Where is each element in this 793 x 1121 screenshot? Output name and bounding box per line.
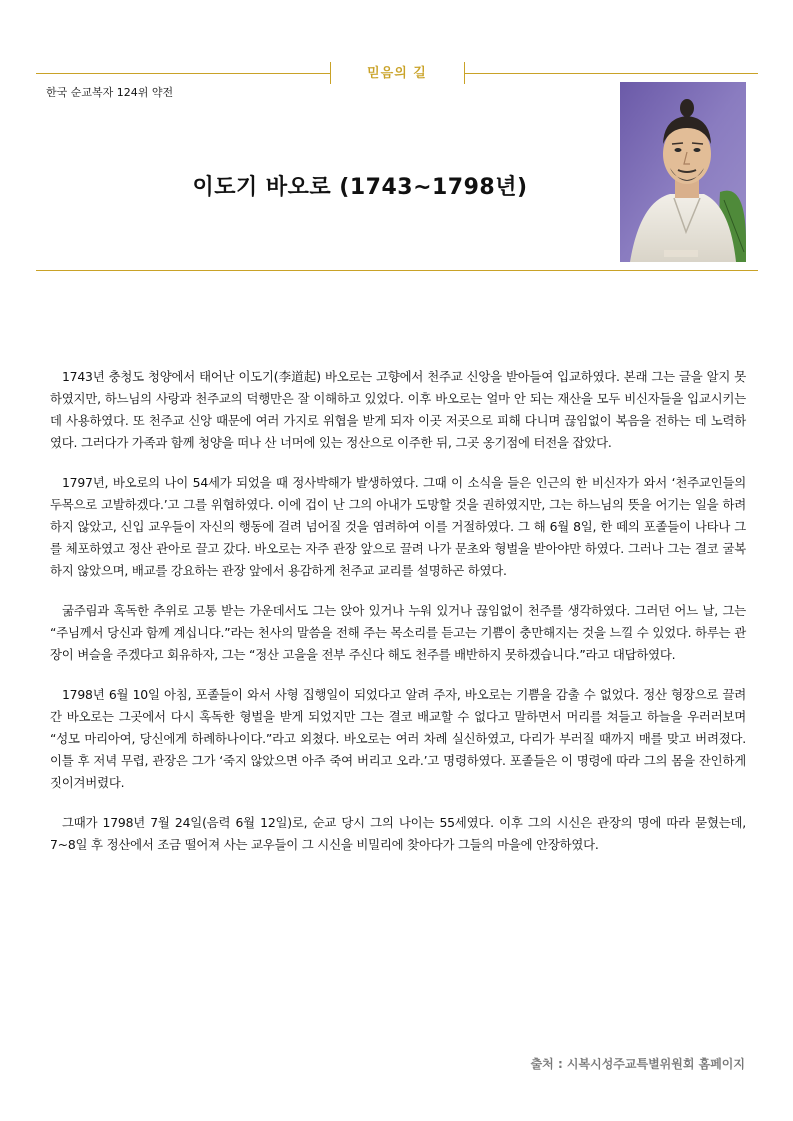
portrait-painting-icon — [620, 82, 746, 262]
header-label: 믿음의 길 — [367, 66, 427, 81]
source-credit: 출처 : 시복시성주교특별위원회 홈페이지 — [530, 1057, 745, 1071]
section-divider — [36, 270, 758, 271]
paragraph: 1743년 충청도 청양에서 태어난 이도기(李道起) 바오로는 고향에서 천주교 신앙을 받아들여 입교하였다. 본래 그는 글을 알지 못하였지만, 하느님의 사랑과 천주교의 덕행만은 잘 이해하고 있었다. 이후 바오로는 얼마 안 되는 재산을 모두 비신자들을 입교시키는 데 사용하였다. 또 천주교 신앙 때문에 여러 가지로 위협을 받게 되자 이곳 저곳으로 피해 다니며 끊임없이 복음을 전하는 데 노력하였다. 그러다가 가족과 함께 청양을 떠나 산 너머에 있는 정산으로 이주한 뒤, 그곳 옹기점에 터전을 잡았다. — [50, 369, 746, 450]
header-rule-left — [36, 73, 330, 74]
paragraph: 굶주림과 혹독한 추위로 고통 받는 가운데서도 그는 앉아 있거나 누워 있거나 끊임없이 천주를 생각하였다. 그러던 어느 날, 그는 “주님께서 당신과 함께 계십니다.”라는 천사의 말씀을 전해 주는 목소리를 듣고는 기쁨이 충만해지는 것을 느낄 수 있었다. 하루는 관장이 벼슬을 주겠다고 회유하자, 그는 “정산 고을을 전부 주신다 해도 천주를 배반하지 못하겠습니다.”라고 대답하였다. — [50, 603, 746, 662]
article-body — [50, 366, 746, 874]
portrait-svg — [620, 82, 746, 262]
series-label: 한국 순교복자 124위 약전 — [46, 86, 174, 99]
paragraph: 1798년 6월 10일 아침, 포졸들이 와서 사형 집행일이 되었다고 알려 주자, 바오로는 기쁨을 감출 수 없었다. 정산 형장으로 끌려간 바오로는 그곳에서 다시 혹독한 형벌을 받게 되었지만 그는 결코 배교할 수 없다고 말하면서 머리를 쳐들고 하늘을 우러러보며 “성모 마리아여, 당신에게 하례하나이다.”라고 외쳤다. 바오로는 여러 차례 실신하였고, 다리가 부러질 때까지 매를 맞고 버려졌다. 이틀 후 저녁 무렵, 관장은 그가 ‘죽지 않았으면 아주 죽여 버리고 오라.’고 명령하였다. 포졸들은 이 명령에 따라 그의 몸을 잔인하게 짓이겨버렸다. — [50, 687, 746, 790]
header-rule-right — [464, 73, 758, 74]
page-title: 이도기 바오로 (1743~1798년) — [192, 175, 528, 200]
paragraph: 1797년, 바오로의 나이 54세가 되었을 때 정사박해가 발생하였다. 그때 이 소식을 들은 인근의 한 비신자가 와서 ‘천주교인들의 두목으로 고발하겠다.’고 그를 위협하였다. 이에 겁이 난 그의 아내가 도망할 것을 권하였지만, 그는 하느님의 뜻을 어기는 일을 하려 하지 않았고, 신입 교우들이 자신의 행동에 걸려 넘어질 것을 염려하여 이를 거절하였다. 그 해 6월 8일, 한 떼의 포졸들이 나타나 그를 체포하였고 정산 관아로 끌고 갔다. 바오로는 자주 관장 앞으로 끌려 나가 문초와 형벌을 받아야만 하였다. 그러나 그는 결코 굴복하지 않았으며, 배교를 강요하는 관장 앞에서 용감하게 천주교 교리를 설명하곤 하였다. — [50, 475, 746, 578]
paragraph: 그때가 1798년 7월 24일(음력 6월 12일)로, 순교 당시 그의 나이는 55세였다. 이후 그의 시신은 관장의 명에 따라 묻혔는데, 7~8일 후 정산에서 조금 떨어져 사는 교우들이 그 시신을 비밀리에 찾아다가 그들의 마을에 안장하였다. — [50, 815, 746, 852]
header-rule-tick-left — [330, 62, 331, 84]
